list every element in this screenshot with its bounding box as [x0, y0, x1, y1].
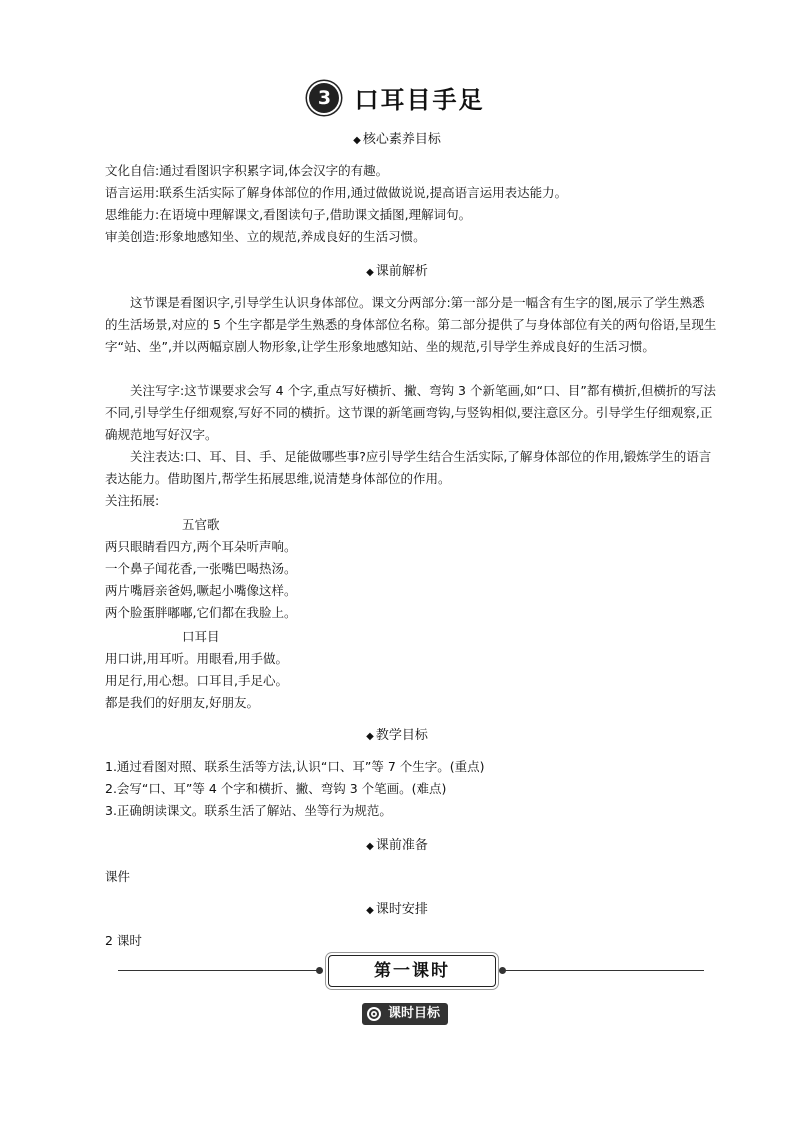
section-heading-core-goals: ◆ 核心素养目标: [353, 132, 441, 147]
target-icon: [366, 1006, 382, 1022]
preparation-text: 课件: [105, 869, 131, 884]
extension-label: 关注拓展:: [105, 493, 160, 508]
teaching-goal-item: 1.通过看图对照、联系生活等方法,认识“口、耳”等 7 个生字。(重点): [105, 759, 485, 774]
diamond-icon: ◆: [366, 267, 374, 278]
poem-title: 口耳目: [182, 629, 220, 644]
poem-line: 两只眼睛看四方,两个耳朵听声响。: [105, 539, 297, 554]
core-goal-item: 语言运用:联系生活实际了解身体部位的作用,通过做做说说,提高语言运用表达能力。: [105, 185, 568, 200]
section-heading-schedule: ◆ 课时安排: [366, 902, 428, 917]
poem-line: 用口讲,用耳听。用眼看,用手做。: [105, 651, 288, 666]
core-goal-item: 思维能力:在语境中理解课文,看图读句子,借助课文插图,理解词句。: [105, 207, 472, 222]
divider-line: [118, 970, 318, 971]
lesson-header: [0, 80, 794, 115]
analysis-writing-paragraph: 关注写字:这节课要求会写 4 个字,重点写好横折、撇、弯钩 3 个新笔画,如“口、目”都有横折,但横折的写法不同,引导学生仔细观察,写好不同的横折。这节课的新笔画弯钩,与竖钩相似,要注意区分。引导学生仔细观察,正确规范地写好汉字。: [105, 383, 716, 442]
poem-line: 两个脸蛋胖嘟嘟,它们都在我脸上。: [105, 605, 297, 620]
period-goal-badge: [362, 1003, 448, 1025]
analysis-expression-paragraph: 关注表达:口、耳、目、手、足能做哪些事?应引导学生结合生活实际,了解身体部位的作用,锻炼学生的语言表达能力。借助图片,帮学生拓展思维,说清楚身体部位的作用。: [105, 449, 712, 486]
section-heading-preparation: ◆ 课前准备: [366, 838, 428, 853]
teaching-goal-item: 2.会写“口、耳”等 4 个字和横折、撇、弯钩 3 个笔画。(难点): [105, 781, 447, 796]
poem-line: 都是我们的好朋友,好朋友。: [105, 695, 259, 710]
section-heading-teaching-goals: ◆ 教学目标: [366, 728, 428, 743]
core-goal-item: 审美创造:形象地感知坐、立的规范,养成良好的生活习惯。: [105, 229, 426, 244]
core-goal-item: 文化自信:通过看图识字积累字词,体会汉字的有趣。: [105, 163, 389, 178]
teaching-goal-item: 3.正确朗读课文。联系生活了解站、坐等行为规范。: [105, 803, 392, 818]
analysis-intro-paragraph: 这节课是看图识字,引导学生认识身体部位。课文分两部分:第一部分是一幅含有生字的图,展示了学生熟悉的生活场景,对应的 5 个生字都是学生熟悉的身体部位名称。第二部分提供了与身体部位有关的两句俗语,呈现生字“站、坐”,并以两幅京剧人物形象,让学生形象地感知站、坐的规范,引导学生养成良好的生活习惯。: [105, 295, 717, 354]
poem-title: 五官歌: [182, 517, 220, 532]
divider-line: [504, 970, 704, 971]
poem-line: 两片嘴唇亲爸妈,噘起小嘴像这样。: [105, 583, 297, 598]
divider-dot: [316, 967, 323, 974]
section-heading-analysis: ◆ 课前解析: [366, 264, 428, 279]
diamond-icon: ◆: [366, 905, 374, 916]
lesson-title: 口耳目手足: [354, 86, 485, 114]
diamond-icon: ◆: [366, 731, 374, 742]
poem-line: 用足行,用心想。口耳目,手足心。: [105, 673, 288, 688]
period-goal-label: 课时目标: [388, 1006, 441, 1021]
poem-line: 一个鼻子闻花香,一张嘴巴喝热汤。: [105, 561, 297, 576]
lesson-number-badge: 3: [309, 83, 339, 113]
diamond-icon: ◆: [366, 841, 374, 852]
schedule-text: 2 课时: [105, 933, 142, 948]
period-title: 第一课时: [328, 955, 496, 987]
period-divider: [118, 955, 704, 987]
diamond-icon: ◆: [353, 135, 361, 146]
